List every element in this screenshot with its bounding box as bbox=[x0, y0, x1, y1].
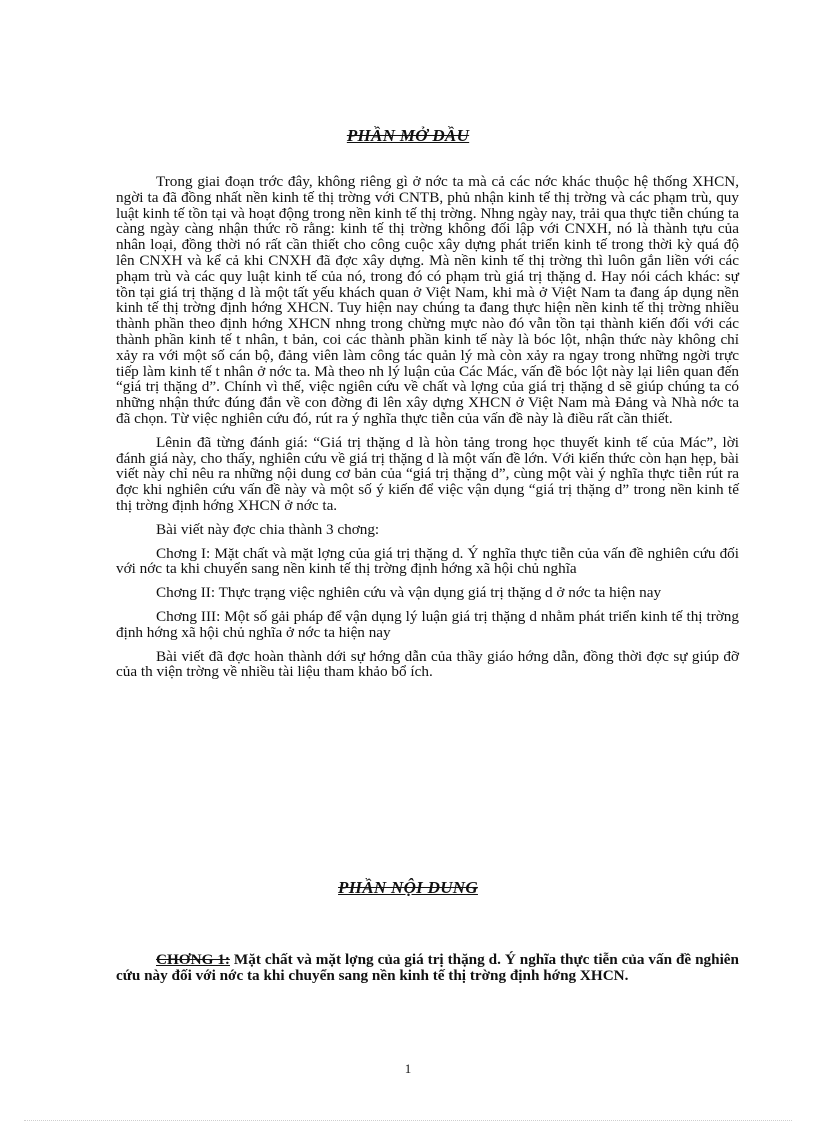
intro-body bbox=[116, 174, 739, 688]
chapter-1-title: Mặt chất và mặt lợng của giá trị thặng d. Ý nghĩa thực tiễn của vấn đề nghiên cứu này đối với nớc ta khi chuyển sang nền kinh tế thị trờng định hớng XHCN. bbox=[116, 951, 739, 984]
page-number: 1 bbox=[404, 1061, 412, 1076]
paragraph-chapter-2: Chơng II: Thực trạng việc nghiên cứu và vận dụng giá trị thặng d ở nớc ta hiện nay bbox=[156, 584, 662, 602]
page-bottom-rule bbox=[24, 1120, 792, 1121]
chapter-1-heading bbox=[116, 952, 739, 984]
paragraph-structure: Bài viết này đợc chia thành 3 chơng: bbox=[156, 520, 380, 538]
intro-heading: PHẦN MỞ ĐẦU bbox=[346, 126, 470, 145]
paragraph-chapter-1: Chơng I: Mặt chất và mặt lợng của giá trị thặng d. Ý nghĩa thực tiễn của vấn đề nghiên cứu đối với nớc ta khi chuyển sang nền kinh tế thị trờng định hớng xã hội chủ nghĩa bbox=[116, 544, 739, 578]
paragraph-lenin: Lênin đã từng đánh giá: “Giá trị thặng d là hòn tảng trong học thuyết kinh tế của Mác”, lời đánh giá này, cho thấy, nghiên cứu về giá trị thặng d là một vấn đề lớn. Với kiến thức còn hạn hẹp, bài viết này chỉ nêu ra những nội dung cơ bản của “giá trị thặng d”, cùng một vài ý nghĩa thực tiễn rút ra đợc khi nghiên cứu vấn đề này và một số ý kiến để việc vận dụng “giá trị thặng d” trong nền kinh tế thị trờng định hớng XHCN ở nớc ta. bbox=[116, 433, 739, 514]
chapter-1-label: CHƠNG 1: bbox=[156, 951, 230, 968]
content-heading: PHẦN NỘI DUNG bbox=[338, 878, 478, 897]
paragraph-acknowledgement: Bài viết đã đợc hoàn thành dới sự hớng dẫn của thầy giáo hớng dẫn, đồng thời đợc sự giúp đỡ của th viện trờng về nhiều tài liệu tham khảo bổ ích. bbox=[116, 647, 739, 681]
paragraph-chapter-3: Chơng III: Một số gải pháp để vận dụng lý luận giá trị thặng d nhằm phát triển kinh tế thị trờng định hớng xã hội chủ nghĩa ở nớc ta hiện nay bbox=[116, 607, 739, 641]
paragraph-context: Trong giai đoạn trớc đây, không riêng gì ở nớc ta mà cả các nớc khác thuộc hệ thống XHCN, ngời ta đã đồng nhất nền kinh tế thị trờng với CNTB, phủ nhận kinh tế thị trờng và các phạm trù, quy luật kinh tế tồn tại và hoạt động trong nền kinh tế thị trờng. Nhng ngày nay, trải qua thực tiễn chúng ta càng ngày càng nhận thức rõ rằng: kinh tế thị trờng không đối lập với CNXH, nó là thành tựu của nhân loại, đồng thời nó rất cần thiết cho công cuộc xây dựng phát triển kinh tế trong thời kỳ quá độ lên CNXH và kể cả khi CNXH đã đợc xây dựng. Mà nền kinh tế thị trờng thì luôn gắn liền với các phạm trù và các quy luật kinh tế của nó, trong đó có phạm trù giá trị thặng d. Hay nói cách khác: sự tồn tại giá trị thặng d là một tất yếu khách quan ở Việt Nam, khi mà ở Việt Nam ta đang áp dụng nền kinh tế thị trờng định hớng XHCN. Tuy hiện nay chúng ta đang thực hiện nền kinh tế thị trờng nhiều thành phần theo định hớng XHCN nhng trong chừng mực nào đó vẫn tồn tại thành kiến đối với các thành phần kinh tế t nhân, t bản, coi các thành phần kinh tế này là bóc lột, nhận thức này không chỉ xảy ra với một số cán bộ, đảng viên làm công tác quản lý mà còn xảy ra ngay trong những ngời trực tiếp làm kinh tế t nhân ở nớc ta. Mà theo nh lý luận của Các Mác, vấn đề bóc lột này lại liên quan đến “giá trị thặng d”. Chính vì thế, việc ngiên cứu về chất và lợng của giá trị thặng d sẽ giúp chúng ta có những nhận thức đúng đắn về con đờng đi lên xây dựng XHCN ở Việt Nam mà Đảng và Nhà nớc ta đã chọn. Từ việc nghiên cứu đó, rút ra ý nghĩa thực tiễn của vấn đề này là điều rất cần thiết. bbox=[116, 173, 739, 427]
